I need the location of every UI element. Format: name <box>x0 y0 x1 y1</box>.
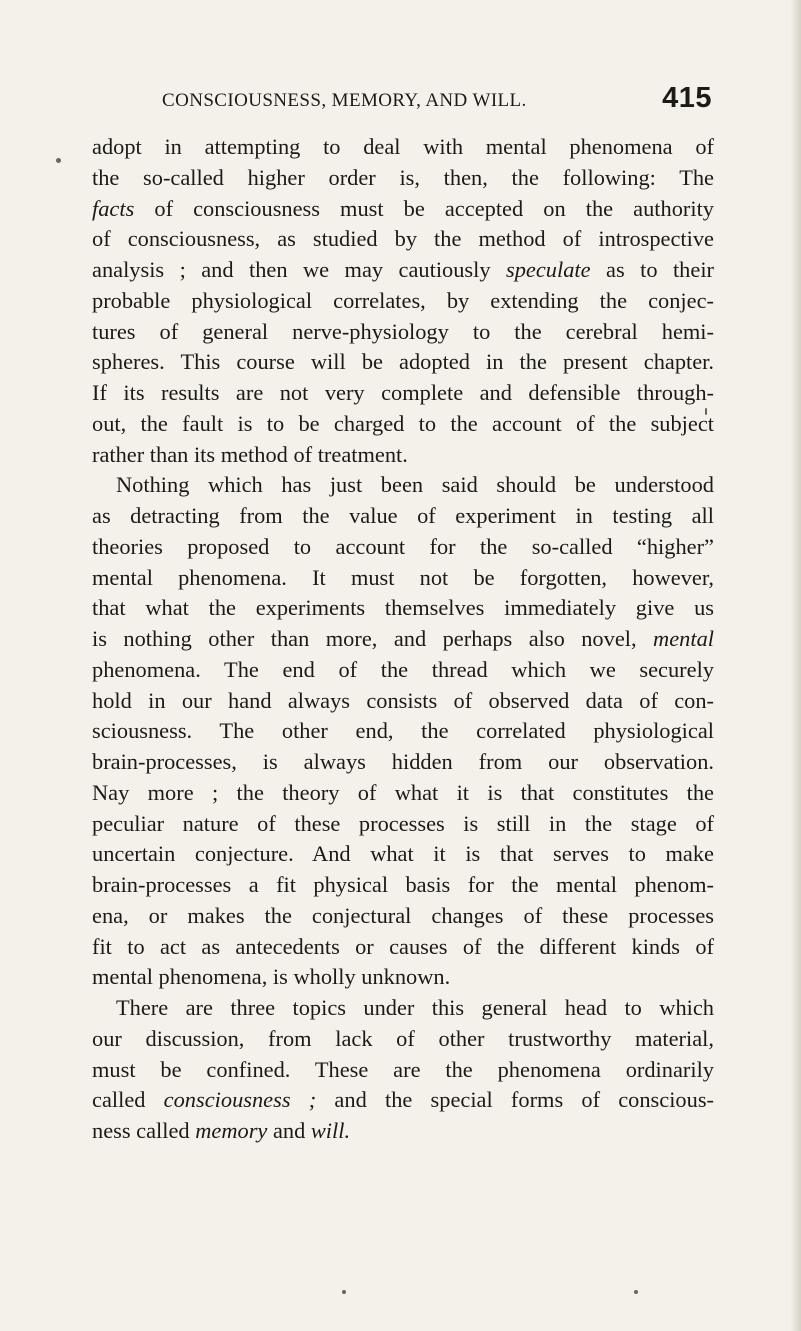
text-line: out, the fault is to be charged to the account of the subject <box>92 410 714 436</box>
text-line: of consciousness, as studied by the method of introspective <box>92 226 714 252</box>
emphasis-consciousness: consciousness ; <box>163 1087 317 1113</box>
text-line: If its results are not very complete and defensible through- <box>92 380 714 405</box>
text-line: sciousness. The other end, the correlated physiological <box>92 718 714 744</box>
text-line: probable physiological correlates, by extending the conjec- <box>92 287 714 313</box>
text-line: facts of consciousness must be accepted on the authority <box>92 195 714 221</box>
text-line: tures of general nerve-physiology to the cerebral hemi- <box>92 318 714 344</box>
text-line: There are three topics under this general head to which <box>116 995 714 1020</box>
running-head-title: CONSCIOUSNESS, MEMORY, AND WILL. <box>162 90 527 111</box>
bottom-speck-left <box>342 1290 346 1294</box>
text-line: must be confined. These are the phenomena ordinarily <box>92 1056 714 1082</box>
text-line: our discussion, from lack of other trustworthy material, <box>92 1025 714 1051</box>
running-head <box>162 80 712 120</box>
text-line: is nothing other than more, and perhaps also novel, mental <box>92 626 714 651</box>
text-line: that what the experiments themselves immediately give us <box>92 595 714 621</box>
text-line: ena, or makes the conjectural changes of these processes <box>92 902 714 928</box>
text-line: Nay more ; the theory of what it is that constitutes the <box>92 779 714 805</box>
text-line: analysis ; and then we may cautiously speculate as to their <box>92 257 714 282</box>
emphasis-mental: mental <box>653 626 714 651</box>
emphasis-facts: facts <box>92 195 135 221</box>
text-line: phenomena. The end of the thread which we securely <box>92 656 714 682</box>
text-line: Nothing which has just been said should be understood <box>116 472 714 498</box>
text-line: mental phenomena. It must not be forgotten, however, <box>92 564 714 590</box>
text-line: called consciousness ; and the special forms of conscious- <box>92 1087 714 1113</box>
text-line: the so-called higher order is, then, the following: The <box>92 164 714 190</box>
text-line: ness called memory and will. <box>92 1118 351 1143</box>
text-line: uncertain conjecture. And what it is that serves to make <box>92 841 714 867</box>
text-line: theories proposed to account for the so-called “higher” <box>92 533 714 559</box>
emphasis-memory: memory <box>195 1118 268 1143</box>
page-number: 415 <box>662 82 712 114</box>
page-edge-shadow <box>790 0 801 1331</box>
text-line: mental phenomena, is wholly unknown. <box>92 964 451 990</box>
text-line: as detracting from the value of experiment in testing all <box>92 503 714 528</box>
text-line: brain-processes a fit physical basis for the mental phenom- <box>92 872 714 897</box>
emphasis-will: will. <box>310 1118 351 1143</box>
text-line: spheres. This course will be adopted in the present chapter. <box>92 349 714 375</box>
text-line: hold in our hand always consists of observed data of con- <box>92 687 714 713</box>
emphasis-speculate: speculate <box>506 257 591 282</box>
text-line: peculiar nature of these processes is still in the stage of <box>92 810 714 836</box>
text-line: fit to act as antecedents or causes of the different kinds of <box>92 933 714 959</box>
bottom-speck-right <box>634 1290 638 1294</box>
margin-speck <box>56 158 61 163</box>
text-line: brain-processes, is always hidden from our observation. <box>92 749 714 774</box>
body-text <box>92 132 714 1147</box>
text-line: rather than its method of treatment. <box>92 441 408 467</box>
text-line: adopt in attempting to deal with mental phenomena of <box>92 134 714 159</box>
